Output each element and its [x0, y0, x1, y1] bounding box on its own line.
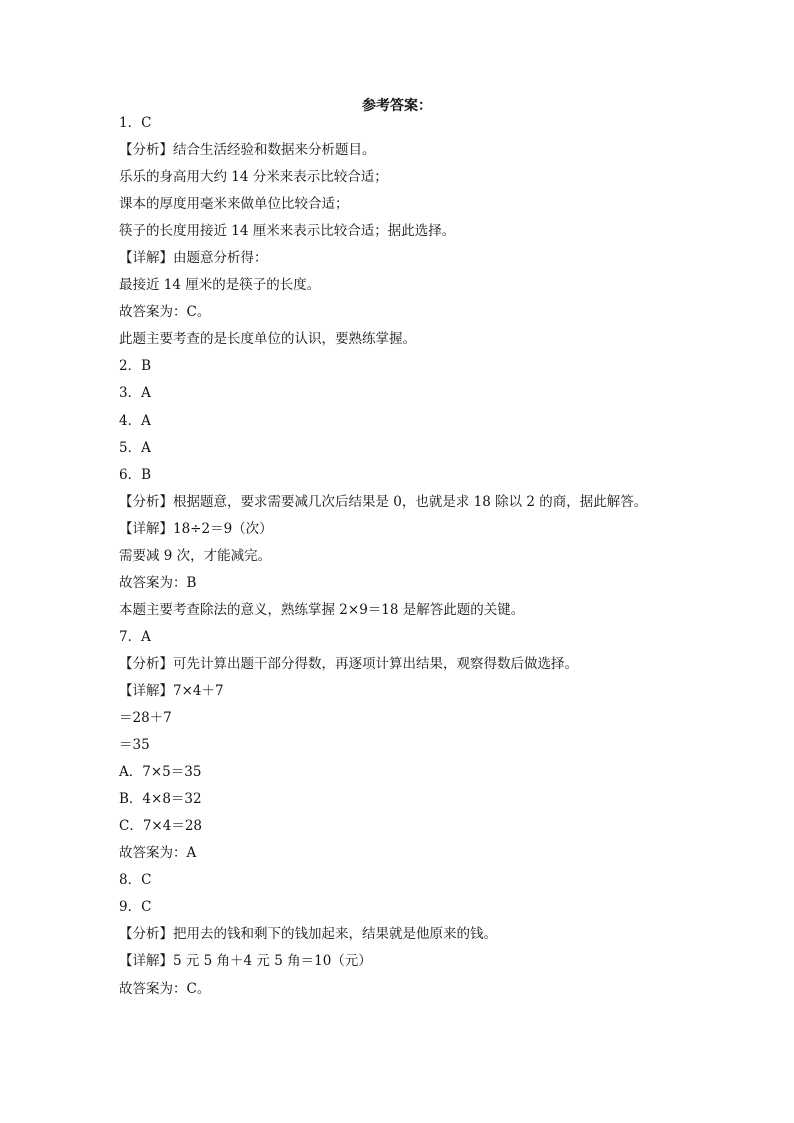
answer-line: 【详解】由题意分析得：: [119, 250, 268, 267]
answer-line: ＝35: [119, 737, 150, 754]
answer-line: 故答案为：C。: [119, 980, 211, 997]
answer-line: 8．C: [119, 872, 152, 889]
answer-line: 乐乐的身高用大约 14 分米来表示比较合适；: [119, 169, 388, 186]
answer-line: 【分析】可先计算出题干部分得数，再逐项计算出结果，观察得数后做选择。: [119, 655, 578, 672]
answer-line: 【分析】根据题意，要求需要减几次后结果是 0，也就是求 18 除以 2 的商，据此解答。: [119, 493, 648, 510]
answer-line: 【分析】结合生活经验和数据来分析题目。: [119, 142, 376, 159]
answer-line: 需要减 9 次，才能减完。: [119, 547, 272, 564]
answer-line: 7．A: [119, 628, 151, 645]
answer-line: 故答案为：B: [119, 574, 197, 591]
answer-line: 【详解】5 元 5 角＋4 元 5 角＝10（元）: [119, 953, 372, 970]
answer-line: 2．B: [119, 358, 152, 375]
answer-line: 1．C: [119, 115, 152, 131]
answer-line: 最接近 14 厘米的是筷子的长度。: [119, 277, 321, 294]
answer-line: 故答案为：A: [119, 845, 197, 862]
answer-line: 本题主要考查除法的意义，熟练掌握 2×9＝18 是解答此题的关键。: [119, 601, 525, 618]
answer-line: C．7×4＝28: [119, 818, 202, 835]
answer-line: 9．C: [119, 899, 152, 916]
answer-line: 3．A: [119, 385, 151, 402]
answer-line: 【分析】把用去的钱和剩下的钱加起来，结果就是他原来的钱。: [119, 926, 497, 943]
answer-line: 故答案为：C。: [119, 304, 211, 321]
answer-line: 【详解】18÷2＝9（次）: [119, 520, 273, 537]
answer-line: 4．A: [119, 412, 151, 429]
answer-line: 【详解】7×4＋7: [119, 682, 224, 699]
answer-line: 6．B: [119, 466, 152, 483]
answer-line: 5．A: [119, 439, 151, 456]
answer-body: [119, 113, 719, 1006]
answer-line: ＝28＋7: [119, 710, 172, 727]
answer-line: B．4×8＝32: [119, 791, 202, 808]
answer-line: 筷子的长度用接近 14 厘米来表示比较合适；据此选择。: [119, 223, 456, 240]
answer-line: 课本的厚度用毫米来做单位比较合适；: [119, 196, 349, 213]
answer-line: A．7×5＝35: [119, 764, 202, 781]
answer-line: 此题主要考查的是长度单位的认识，要熟练掌握。: [119, 331, 416, 348]
answer-key-title: 参考答案：: [362, 98, 432, 114]
